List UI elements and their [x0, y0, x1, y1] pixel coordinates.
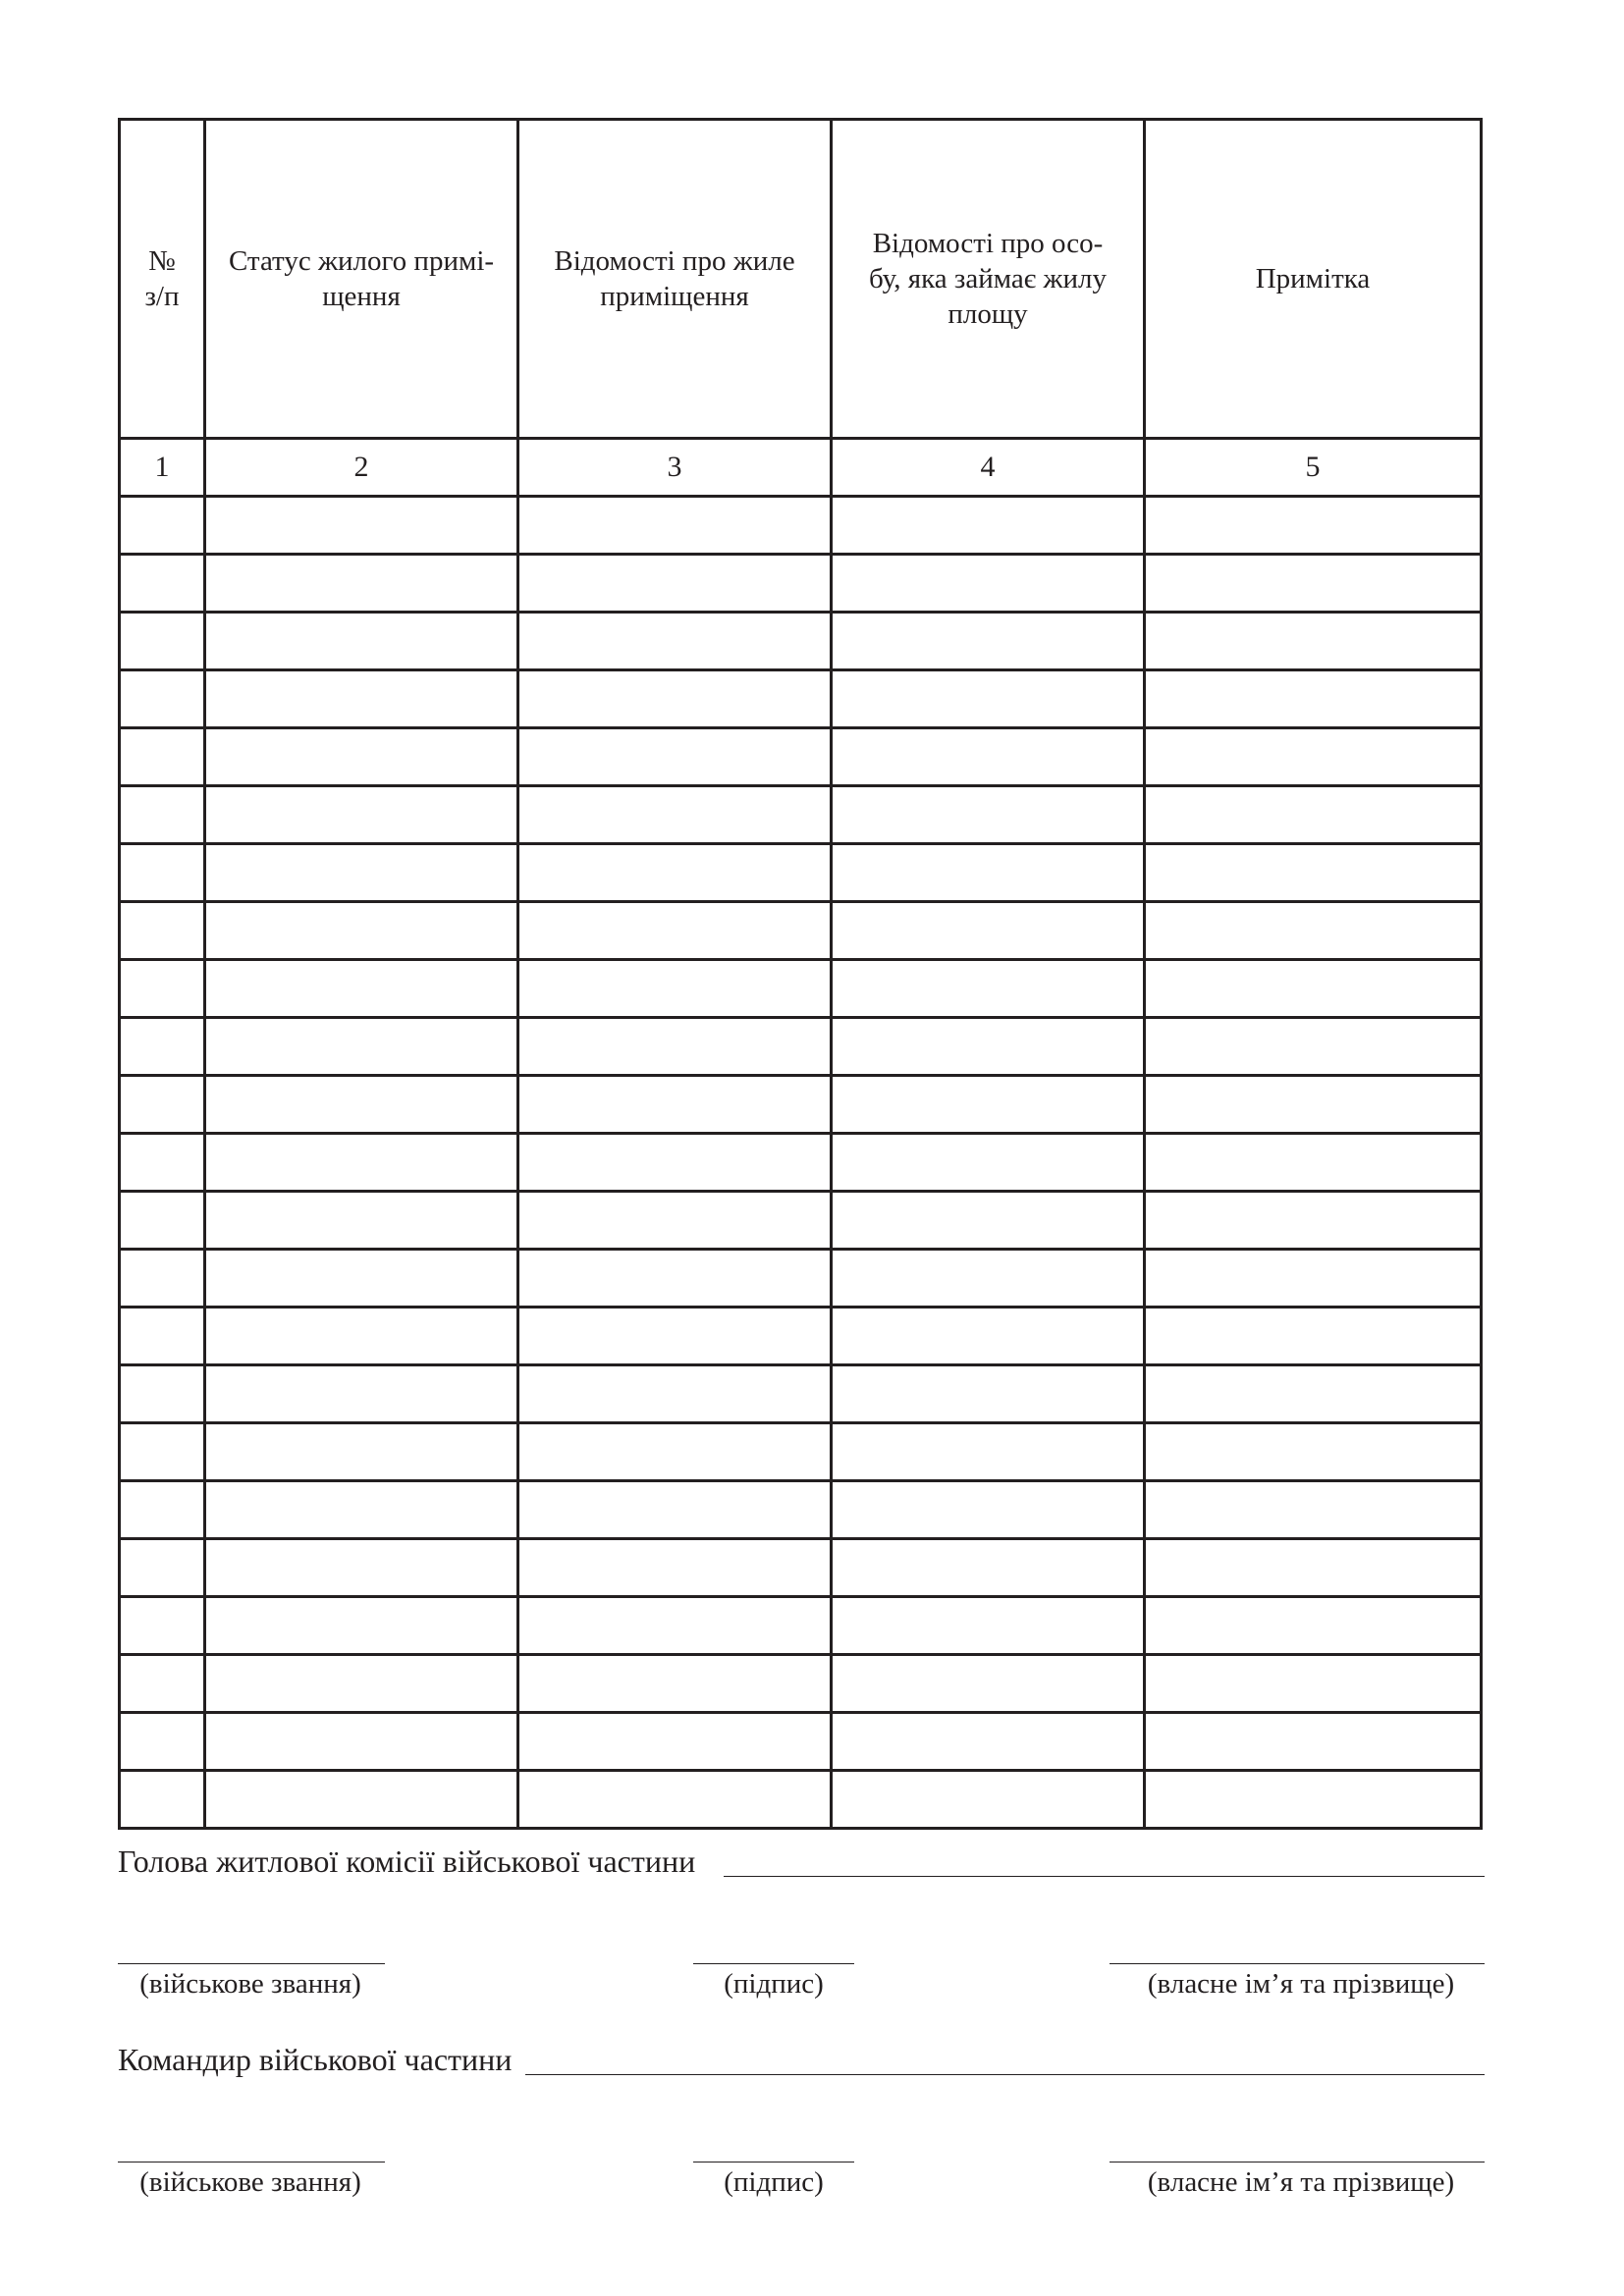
table-row: [120, 497, 1482, 555]
table-row: [120, 728, 1482, 786]
table-cell[interactable]: [832, 1481, 1145, 1539]
table-row: [120, 1771, 1482, 1829]
header-number: № з/п: [120, 120, 205, 439]
commission-head-name-line[interactable]: [1110, 1963, 1485, 1964]
commander-label: Командир військової частини: [118, 2042, 513, 2077]
table-cell[interactable]: [518, 786, 832, 844]
commission-head-unit-line[interactable]: [724, 1876, 1485, 1877]
table-cell[interactable]: [1145, 1192, 1482, 1250]
table-cell[interactable]: [832, 1250, 1145, 1308]
table-cell[interactable]: [1145, 1481, 1482, 1539]
table-cell[interactable]: [518, 1597, 832, 1655]
table-cell[interactable]: [120, 728, 205, 786]
signature-caption: (підпис): [724, 2166, 824, 2198]
table-cell[interactable]: [518, 670, 832, 728]
commander-rank-line[interactable]: [118, 2162, 385, 2163]
table-cell[interactable]: [1145, 1076, 1482, 1134]
table-row: [120, 902, 1482, 960]
table-row: [120, 1713, 1482, 1771]
table-cell[interactable]: [120, 1250, 205, 1308]
table-cell[interactable]: [120, 555, 205, 613]
table-cell[interactable]: [1145, 1423, 1482, 1481]
table-cell[interactable]: [832, 1018, 1145, 1076]
table-cell[interactable]: [1145, 1018, 1482, 1076]
table-cell[interactable]: [518, 1018, 832, 1076]
commander-unit-line[interactable]: [525, 2074, 1485, 2075]
table-cell[interactable]: [1145, 786, 1482, 844]
table-cell[interactable]: [1145, 1250, 1482, 1308]
table-cell[interactable]: [1145, 613, 1482, 670]
table-cell[interactable]: [518, 555, 832, 613]
table-cell[interactable]: [205, 1713, 518, 1771]
table-row: [120, 1539, 1482, 1597]
table-cell[interactable]: [518, 1539, 832, 1597]
table-cell[interactable]: [832, 1713, 1145, 1771]
table-cell[interactable]: [1145, 555, 1482, 613]
table-cell[interactable]: [120, 1423, 205, 1481]
column-number: 4: [832, 439, 1145, 497]
table-row: [120, 1481, 1482, 1539]
header-row: [120, 120, 1482, 439]
table-row: [120, 1250, 1482, 1308]
table-cell[interactable]: [205, 1134, 518, 1192]
table-row: [120, 1308, 1482, 1365]
commission-head-signature-line[interactable]: [693, 1963, 854, 1964]
table-cell[interactable]: [518, 1134, 832, 1192]
table-cell[interactable]: [1145, 670, 1482, 728]
table-cell[interactable]: [1145, 1597, 1482, 1655]
header-premises-status: Статус жилого примі-щення: [205, 120, 518, 439]
table-cell[interactable]: [205, 1250, 518, 1308]
table-cell[interactable]: [1145, 1539, 1482, 1597]
header-note: Примітка: [1145, 120, 1482, 439]
table-cell[interactable]: [120, 1308, 205, 1365]
table-cell[interactable]: [205, 1308, 518, 1365]
table-row: [120, 1192, 1482, 1250]
table-cell[interactable]: [120, 670, 205, 728]
table-cell[interactable]: [120, 1481, 205, 1539]
table-cell[interactable]: [205, 1539, 518, 1597]
header-occupant-info: Відомості про осо-бу, яка займає жилу площу: [832, 120, 1145, 439]
table-cell[interactable]: [1145, 1308, 1482, 1365]
table-cell[interactable]: [120, 1771, 205, 1829]
table-cell[interactable]: [120, 786, 205, 844]
table-cell[interactable]: [205, 1655, 518, 1713]
table-cell[interactable]: [120, 1597, 205, 1655]
commander-name-line[interactable]: [1110, 2162, 1485, 2163]
table-cell[interactable]: [1145, 844, 1482, 902]
column-number: 1: [120, 439, 205, 497]
table-cell[interactable]: [1145, 960, 1482, 1018]
table-row: [120, 960, 1482, 1018]
table-cell[interactable]: [518, 1365, 832, 1423]
table-row: [120, 1365, 1482, 1423]
rank-caption: (військове звання): [139, 1968, 361, 2000]
table-cell[interactable]: [1145, 728, 1482, 786]
commission-head-rank-line[interactable]: [118, 1963, 385, 1964]
table-cell[interactable]: [518, 1192, 832, 1250]
table-cell[interactable]: [518, 1250, 832, 1308]
table-cell[interactable]: [120, 960, 205, 1018]
table-cell[interactable]: [205, 497, 518, 555]
table-cell[interactable]: [518, 1481, 832, 1539]
table-cell[interactable]: [205, 670, 518, 728]
table-cell[interactable]: [832, 960, 1145, 1018]
table-cell[interactable]: [518, 960, 832, 1018]
table-row: [120, 1597, 1482, 1655]
column-number: 3: [518, 439, 832, 497]
header-premises-info: Відомості про жиле приміщення: [518, 120, 832, 439]
table-cell[interactable]: [518, 1771, 832, 1829]
table-cell[interactable]: [518, 1655, 832, 1713]
table-cell[interactable]: [832, 1597, 1145, 1655]
table-cell[interactable]: [205, 844, 518, 902]
housing-register-table: [118, 118, 1483, 1830]
table-cell[interactable]: [1145, 1713, 1482, 1771]
table-cell[interactable]: [832, 1539, 1145, 1597]
table-row: [120, 670, 1482, 728]
table-cell[interactable]: [205, 1771, 518, 1829]
table-cell[interactable]: [832, 1423, 1145, 1481]
table-cell[interactable]: [205, 555, 518, 613]
table-cell[interactable]: [120, 1134, 205, 1192]
table-cell[interactable]: [518, 902, 832, 960]
table-cell[interactable]: [832, 1365, 1145, 1423]
table-row: [120, 1134, 1482, 1192]
table-cell[interactable]: [120, 1076, 205, 1134]
table-cell[interactable]: [205, 902, 518, 960]
table-cell[interactable]: [205, 1365, 518, 1423]
table-row: [120, 613, 1482, 670]
table-cell[interactable]: [518, 844, 832, 902]
table-cell[interactable]: [832, 1308, 1145, 1365]
table-row: [120, 1018, 1482, 1076]
table-cell[interactable]: [518, 1076, 832, 1134]
table-cell[interactable]: [832, 728, 1145, 786]
table-cell[interactable]: [205, 960, 518, 1018]
rank-caption: (військове звання): [139, 2166, 361, 2198]
name-caption: (власне ім’я та прізвище): [1147, 2166, 1455, 2198]
column-number: 5: [1145, 439, 1482, 497]
column-number: 2: [205, 439, 518, 497]
table-row: [120, 1423, 1482, 1481]
table-cell[interactable]: [832, 1076, 1145, 1134]
table-cell[interactable]: [832, 497, 1145, 555]
table-cell[interactable]: [120, 1539, 205, 1597]
table-cell[interactable]: [832, 1134, 1145, 1192]
table-cell[interactable]: [205, 1192, 518, 1250]
table-cell[interactable]: [1145, 1365, 1482, 1423]
table-cell[interactable]: [205, 1018, 518, 1076]
table-cell[interactable]: [120, 844, 205, 902]
table-cell[interactable]: [120, 902, 205, 960]
table-row: [120, 555, 1482, 613]
column-number-row: [120, 439, 1482, 497]
table-cell[interactable]: [518, 1713, 832, 1771]
table-cell[interactable]: [120, 1192, 205, 1250]
table-cell[interactable]: [120, 1713, 205, 1771]
table-cell[interactable]: [832, 555, 1145, 613]
table-cell[interactable]: [832, 613, 1145, 670]
table-cell[interactable]: [1145, 1134, 1482, 1192]
table-cell[interactable]: [832, 670, 1145, 728]
table-cell[interactable]: [205, 1597, 518, 1655]
table-cell[interactable]: [205, 1076, 518, 1134]
table-cell[interactable]: [1145, 497, 1482, 555]
table-cell[interactable]: [832, 902, 1145, 960]
table-cell[interactable]: [120, 1655, 205, 1713]
table-row: [120, 786, 1482, 844]
table-cell[interactable]: [1145, 1771, 1482, 1829]
table-cell[interactable]: [1145, 1655, 1482, 1713]
table-cell[interactable]: [205, 728, 518, 786]
name-caption: (власне ім’я та прізвище): [1147, 1968, 1455, 2000]
table-cell[interactable]: [832, 786, 1145, 844]
table-cell[interactable]: [832, 1655, 1145, 1713]
table-cell[interactable]: [518, 613, 832, 670]
table-cell[interactable]: [832, 1771, 1145, 1829]
commander-signature-line[interactable]: [693, 2162, 854, 2163]
table-cell[interactable]: [1145, 902, 1482, 960]
table-cell[interactable]: [832, 844, 1145, 902]
commission-head-label: Голова житлової комісії військової частини: [118, 1843, 696, 1879]
table-cell[interactable]: [205, 1423, 518, 1481]
table-cell[interactable]: [518, 1308, 832, 1365]
table-cell[interactable]: [518, 497, 832, 555]
table-cell[interactable]: [120, 1365, 205, 1423]
table-cell[interactable]: [205, 786, 518, 844]
table-cell[interactable]: [205, 613, 518, 670]
table-cell[interactable]: [518, 728, 832, 786]
table-cell[interactable]: [120, 613, 205, 670]
signature-caption: (підпис): [724, 1968, 824, 2000]
table-cell[interactable]: [832, 1192, 1145, 1250]
table-row: [120, 1076, 1482, 1134]
table-row: [120, 844, 1482, 902]
table-cell[interactable]: [120, 1018, 205, 1076]
table-cell[interactable]: [518, 1423, 832, 1481]
table-cell[interactable]: [205, 1481, 518, 1539]
table-cell[interactable]: [120, 497, 205, 555]
table-row: [120, 1655, 1482, 1713]
